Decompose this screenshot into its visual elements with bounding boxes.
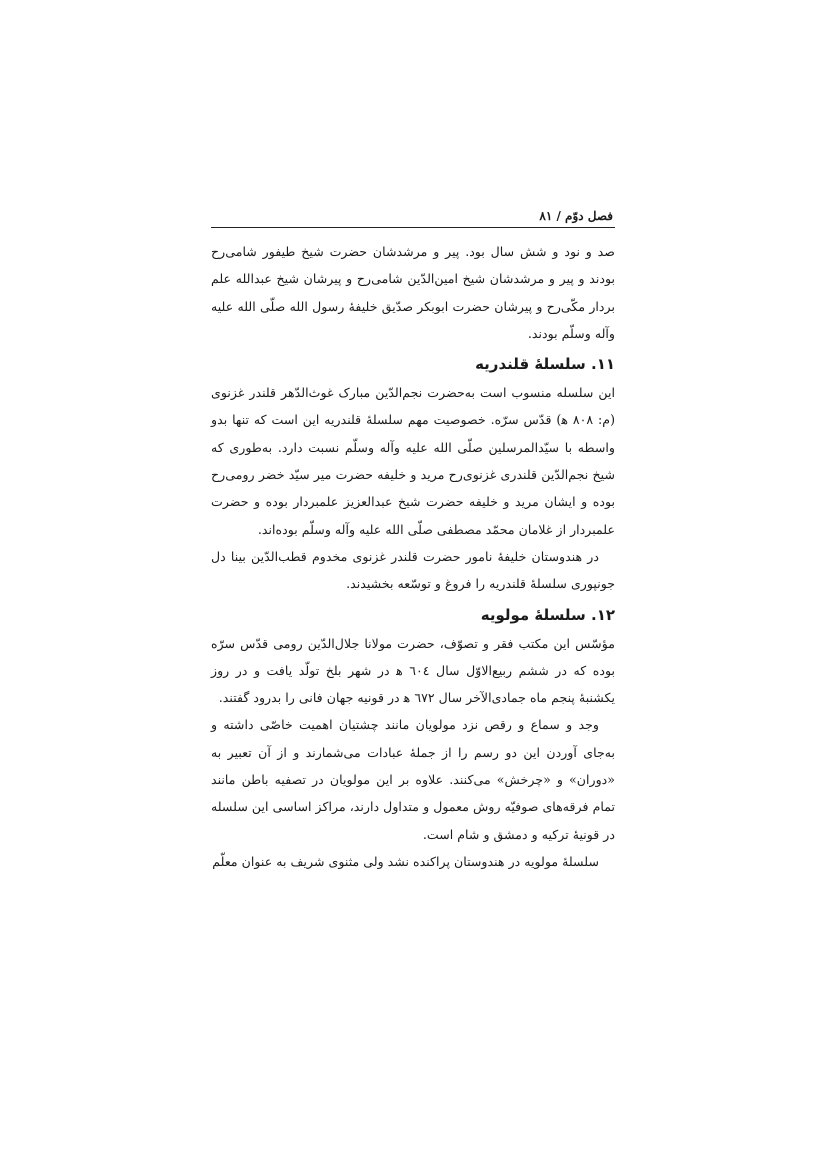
section-heading-qalandariyya: ۱۱. سلسلهٔ قلندریه bbox=[475, 355, 615, 374]
running-head: فصل دوّم / ۸۱ bbox=[211, 205, 615, 228]
paragraph-mawlawiyya-india: سلسلهٔ مولویه در هندوستان پراکنده نشد ولی مثنوی شریف به عنوان معلّم bbox=[212, 853, 599, 869]
book-page bbox=[211, 205, 615, 875]
section-heading-mawlawiyya: ۱۲. سلسلهٔ مولویه bbox=[480, 605, 615, 624]
page-body bbox=[211, 238, 615, 875]
paragraph-mawlawiyya-founder: مؤسّس این مکتب فقر و تصوّف، حضرت مولانا جلال‌الدّین رومی قدّس سرّه بوده که در ششم ربیع‌الاوّل سال ٦٠٤ ﻫ در شهر بلخ تولّد یافت و در روز یکشنبهٔ پنجم ماه جمادی‌الآخر سال ٦٧٢ ﻫ در قونیه جهان فانی را بدرود گفتند. bbox=[211, 635, 615, 706]
paragraph-qalandariyya-india: در هندوستان خلیفهٔ نامور حضرت قلندر غزنوی مخدوم قطب‌الدّین بینا دل جونپوری سلسلهٔ قلندریه را فروغ و توسّعه بخشیدند. bbox=[211, 548, 615, 592]
paragraph-mawlawiyya-sama: وجد و سماع و رقص نزد مولویان مانند چشتیان اهمیت خاصّی داشته و به‌جای آوردن این دو رسم را از جملهٔ عبادات می‌شمارند و از آن تعبیر به «دوران» و «چرخش» می‌کنند. علاوه بر این مولویان در تصفیه باطن مانند تمام فرقه‌های صوفیّه روش معمول و متداول دارند، مراکز اساسی این سلسله در قونیهٔ ترکیه و دمشق و شام است. bbox=[211, 717, 615, 842]
paragraph-qalandariyya: این سلسله منسوب است به‌حضرت نجم‌الدّین مبارک غوث‌الدّهر قلندر غزنوی (م: ۸۰۸ ﻫ) قدّس سرّه. خصوصیت مهم سلسلهٔ قلندریه این است که تنها بدو واسطه با سیّدالمرسلین صلّی الله علیه وآله وسلّم نسبت دارد. به‌طوری که شیخ نجم‌الدّین قلندری غزنوی‌رح مرید و خلیفه حضرت میر سیّد خضر رومی‌رح بوده و ایشان مرید و خلیفه حضرت شیخ عبدالعزیز علمبردار بوده و حضرت علمبردار از غلامان محمّد مصطفی صلّی الله علیه وآله وسلّم بوده‌اند. bbox=[211, 385, 615, 537]
paragraph-continuation: صد و نود و شش سال بود. پیر و مرشدشان حضرت شیخ طیفور شامی‌رح بودند و پیر و مرشدشان شیخ امین‌الدّین شامی‌رح و پیرشان شیخ عبدالله علم بردار مکّی‌رح و پیرشان حضرت ابوبکر صدّیق خلیفهٔ رسول الله صلّی الله علیه وآله وسلّم بودند. bbox=[211, 244, 615, 341]
